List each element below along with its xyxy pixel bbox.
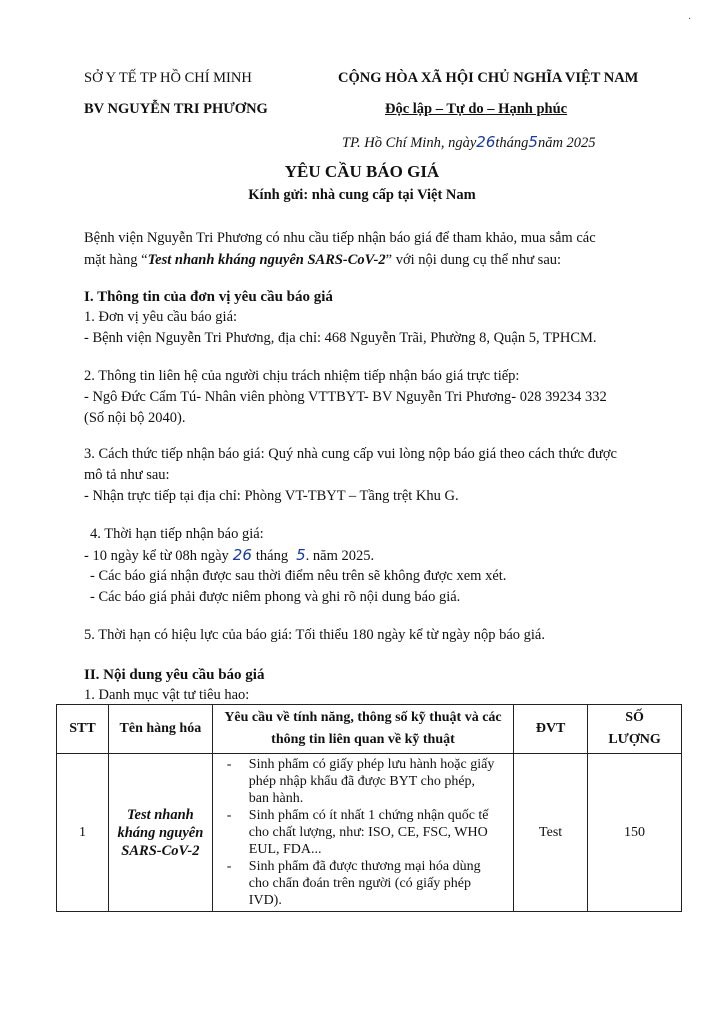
document-date xyxy=(342,132,596,154)
s1-item1-detail: - Bệnh viện Nguyễn Tri Phương, địa chỉ: 468 Nguyễn Trãi, Phường 8, Quận 5, TPHCM. xyxy=(84,330,597,346)
intro-post: ” với nội dung cụ thể như sau: xyxy=(385,252,562,268)
s1-item4-month-handwritten: 5 xyxy=(296,546,306,564)
s1-item4-day-handwritten: 26 xyxy=(232,546,252,564)
s1-item4-month-label: tháng xyxy=(255,548,289,564)
cell-stt: 1 xyxy=(57,754,109,912)
s1-item1-title: 1. Đơn vị yêu cầu báo giá: xyxy=(84,309,238,325)
req-1-line-2: phép nhập khẩu đã được BYT cho phép, xyxy=(248,774,476,789)
s1-item4-year: . năm 2025. xyxy=(305,548,375,564)
req-3-line-2: cho chẩn đoán trên người (có giấy phép xyxy=(248,876,471,891)
intro-line-2 xyxy=(84,250,561,271)
cell-name-line-3: SARS-CoV-2 xyxy=(121,842,200,859)
header-motto: Độc lập – Tự do – Hạnh phúc xyxy=(385,101,568,117)
intro-line-1: Bệnh viện Nguyễn Tri Phương có nhu cầu tiếp nhận báo giá để tham khảo, mua sắm các xyxy=(84,230,596,246)
intro-pre: mặt hàng “ xyxy=(84,252,148,268)
s1-item4-line-3: - Các báo giá phải được niêm phong và ghi rõ nội dung báo giá. xyxy=(90,589,461,605)
header-hospital: BV NGUYỄN TRI PHƯƠNG xyxy=(84,101,268,117)
req-3-line-3: IVD). xyxy=(248,893,282,908)
s1-item4-line-1-pre: - 10 ngày kể từ 08h ngày xyxy=(84,548,229,564)
req-3-line-1: - Sinh phẩm đã được thương mại hóa dùng xyxy=(248,859,481,874)
date-day-handwritten: 26 xyxy=(476,133,496,151)
requirements-list xyxy=(225,756,509,909)
requirement-item xyxy=(225,858,509,909)
header-stt: STT xyxy=(57,705,109,754)
header-unit: ĐVT xyxy=(514,705,588,754)
date-prefix: TP. Hồ Chí Minh, ngày xyxy=(342,135,477,151)
date-month-label: tháng xyxy=(495,135,529,151)
s1-item4-line-2: - Các báo giá nhận được sau thời điểm nêu trên sẽ không được xem xét. xyxy=(90,568,507,584)
s1-item2-detail-2: (Số nội bộ 2040). xyxy=(84,410,186,426)
req-2-line-2: cho chất lượng, như: ISO, CE, FSC, WHO xyxy=(248,825,488,840)
table-row xyxy=(57,754,682,912)
s1-item3-detail: - Nhận trực tiếp tại địa chỉ: Phòng VT-TBYT – Tầng trệt Khu G. xyxy=(84,488,459,504)
s1-item4-title: 4. Thời hạn tiếp nhận báo giá: xyxy=(90,526,264,542)
section-2-heading: II. Nội dung yêu cầu báo giá xyxy=(84,667,265,683)
cell-unit: Test xyxy=(514,754,588,912)
cell-requirements xyxy=(212,754,513,912)
section-1-heading: I. Thông tin của đơn vị yêu cầu báo giá xyxy=(84,289,333,305)
date-year: năm 2025 xyxy=(537,135,596,151)
header-requirements xyxy=(212,705,513,754)
req-2-line-3: EUL, FDA... xyxy=(248,842,322,857)
s1-item4-line-1 xyxy=(84,545,374,567)
header-name: Tên hàng hóa xyxy=(108,705,212,754)
intro-item: Test nhanh kháng nguyên SARS-CoV-2 xyxy=(147,252,386,268)
page-title: YÊU CẦU BÁO GIÁ xyxy=(284,162,440,181)
req-2-line-1: - Sinh phẩm có ít nhất 1 chứng nhận quốc tế xyxy=(248,808,489,823)
requirement-item xyxy=(225,807,509,858)
s1-item3-title-1: 3. Cách thức tiếp nhận báo giá: Quý nhà cung cấp vui lòng nộp báo giá theo cách thức được xyxy=(84,446,617,462)
header-ministry: SỞ Y TẾ TP HỒ CHÍ MINH xyxy=(84,70,252,86)
req-1-line-1: - Sinh phẩm có giấy phép lưu hành hoặc giấy xyxy=(248,757,495,772)
s1-item2-detail-1: - Ngô Đức Cẩm Tú- Nhân viên phòng VTTBYT- BV Nguyễn Tri Phương- 028 39234 332 xyxy=(84,389,607,405)
requirement-item xyxy=(225,756,509,807)
s1-item3-title-2: mô tả như sau: xyxy=(84,467,170,483)
cell-name xyxy=(108,754,212,912)
s2-list-title: 1. Danh mục vật tư tiêu hao: xyxy=(84,687,250,703)
s1-item2-title: 2. Thông tin liên hệ của người chịu trách nhiệm tiếp nhận báo giá trực tiếp: xyxy=(84,368,520,384)
table-header-row xyxy=(57,705,682,754)
goods-table xyxy=(56,704,682,912)
header-req-line-1: Yêu cầu về tính năng, thông số kỹ thuật và các xyxy=(224,710,502,725)
cell-quantity: 150 xyxy=(588,754,682,912)
header-republic: CỘNG HÒA XÃ HỘI CHỦ NGHĨA VIỆT NAM xyxy=(338,70,639,86)
req-1-line-3: ban hành. xyxy=(248,791,304,806)
page-subtitle: Kính gửi: nhà cung cấp tại Việt Nam xyxy=(248,187,476,203)
header-quantity xyxy=(588,705,682,754)
cell-name-line-2: kháng nguyên xyxy=(117,824,204,841)
s1-item5: 5. Thời hạn có hiệu lực của báo giá: Tối thiểu 180 ngày kể từ ngày nộp báo giá. xyxy=(84,627,545,643)
cell-name-line-1: Test nhanh xyxy=(126,806,194,823)
header-qty-line-2: LƯỢNG xyxy=(608,732,661,747)
date-month-handwritten: 5 xyxy=(528,133,538,151)
corner-mark: · xyxy=(688,14,692,25)
header-req-line-2: thông tin liên quan về kỹ thuật xyxy=(271,732,455,747)
header-qty-line-1: SỐ xyxy=(625,710,644,725)
